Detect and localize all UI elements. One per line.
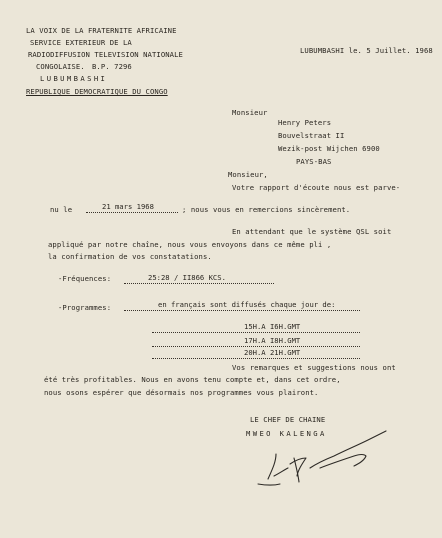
received-date-line: [86, 212, 178, 213]
letterhead-line-3: RADIODIFFUSION TELEVISION NATIONALE: [28, 50, 183, 59]
received-date: 21 mars 1968: [102, 202, 154, 211]
schedule-time-2: 17H.A I8H.GMT: [244, 336, 301, 345]
letterhead-line-2: SERVICE EXTERIEUR DE LA: [30, 38, 132, 47]
schedule-time-3: 20H.A 21H.GMT: [244, 348, 301, 357]
letterhead-country: REPUBLIQUE DEMOCRATIQUE DU CONGO: [26, 87, 168, 96]
frequencies-value: 25:28 / II866 KCS.: [148, 273, 226, 282]
letterhead-line-1: LA VOIX DE LA FRATERNITE AFRICAINE: [26, 26, 177, 35]
recipient-street: Bouvelstraat II: [278, 131, 345, 140]
signature-title: LE CHEF DE CHAINE: [250, 415, 326, 424]
body-p2-line-a: En attendant que le système QSL soit: [232, 227, 392, 236]
body-p1-line-a: Votre rapport d'écoute nous est parve-: [232, 183, 401, 192]
programmes-value: en français sont diffusés chaque jour de:: [158, 300, 336, 309]
dateline: LUBUMBASHI le. 5 Juillet. 1968: [300, 46, 433, 55]
recipient-country: PAYS-BAS: [296, 157, 332, 166]
programmes-label: -Programmes:: [58, 303, 112, 312]
schedule-line-2: [152, 346, 360, 347]
letterhead-org: CONGOLAISE.: [36, 62, 85, 71]
frequencies-label: -Fréquences:: [58, 274, 112, 283]
signature-name: MWEO KALENGA: [246, 429, 327, 438]
schedule-time-1: 15H.A I6H.GMT: [244, 322, 301, 331]
body-p3-line-c: nous osons espérer que désormais nos programmes vous plairont.: [44, 388, 319, 397]
body-p2-line-b: appliqué par notre chaîne, nous vous envoyons dans ce même pli ,: [48, 240, 332, 249]
body-p3-line-b: été très profitables. Nous en avons tenu compte et, dans cet ordre,: [44, 375, 341, 384]
recipient-salutation-prefix: Monsieur: [232, 108, 268, 117]
recipient-name: Henry Peters: [278, 118, 332, 127]
frequencies-line: [124, 283, 274, 284]
body-p2-line-c: la confirmation de vos constatations.: [48, 252, 212, 261]
body-p1-line-b-prefix: nu le: [50, 205, 73, 214]
greeting: Monsieur,: [228, 170, 268, 179]
recipient-city: Wezik-post Wijchen 6900: [278, 144, 380, 153]
letterhead-city: LUBUMBASHI: [40, 74, 108, 83]
handwritten-signature: [250, 424, 400, 494]
body-p1-line-b-suffix: ; nous vous en remercions sincèrement.: [182, 205, 351, 214]
schedule-line-1: [152, 332, 360, 333]
schedule-line-3: [152, 358, 360, 359]
programmes-line: [124, 310, 360, 311]
letterhead-bp: B.P. 7296: [92, 62, 132, 71]
body-p3-line-a: Vos remarques et suggestions nous ont: [232, 363, 396, 372]
